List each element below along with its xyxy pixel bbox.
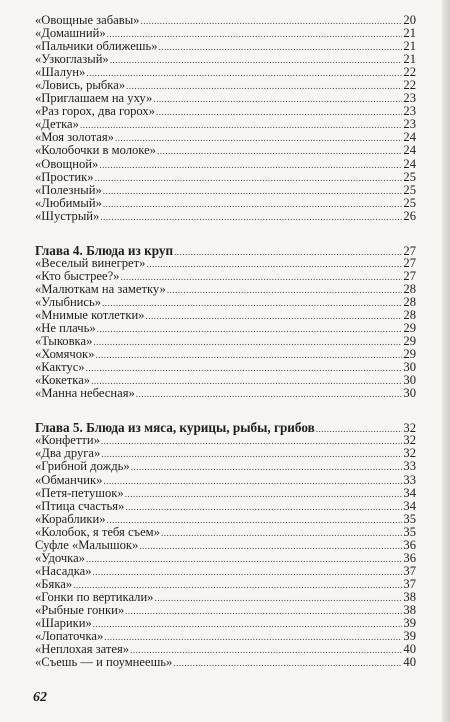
entry-title: «Домашний»: [35, 26, 106, 41]
entry-page-number: 21: [403, 52, 416, 67]
entry-page-number: 24: [403, 130, 416, 145]
entry-title: «Обманчик»: [35, 472, 103, 487]
entry-page-number: 23: [403, 104, 416, 119]
toc-entry: [35, 591, 416, 604]
entry-page-number: 30: [403, 386, 416, 401]
entry-title: «Ловись, рыбка»: [35, 78, 126, 93]
entry-title: «Манна небесная»: [35, 386, 135, 401]
entry-title: «Овощной»: [35, 156, 99, 171]
toc-entry: [35, 361, 416, 374]
dot-leader: [154, 592, 402, 605]
entry-title: «Шалун»: [35, 65, 86, 80]
entry-title: «Удочка»: [35, 550, 85, 565]
page-number: 62: [33, 690, 47, 705]
entry-page-number: 24: [403, 156, 416, 171]
entry-page-number: 32: [403, 433, 416, 448]
entry-title: «Тыковка»: [35, 334, 93, 349]
dot-leader: [93, 618, 402, 631]
toc-entry: [35, 387, 416, 400]
dot-leader: [161, 527, 402, 540]
entry-page-number: 25: [403, 182, 416, 197]
entry-title: «Петя-петушок»: [35, 485, 124, 500]
entry-page-number: 26: [403, 208, 416, 223]
entry-page-number: 27: [403, 255, 416, 270]
toc-entry: [35, 144, 416, 157]
entry-page-number: 25: [403, 195, 416, 210]
entry-page-number: 25: [403, 169, 416, 184]
entry-title: «Птица счастья»: [35, 498, 125, 513]
section-gap: [35, 400, 416, 421]
dot-leader: [125, 488, 402, 501]
entry-page-number: 29: [403, 347, 416, 362]
toc-entry: [35, 604, 416, 617]
dot-leader: [157, 145, 402, 158]
dot-leader: [126, 80, 402, 93]
entry-page-number: 34: [403, 498, 416, 513]
dot-leader: [91, 375, 402, 388]
entry-page-number: 40: [403, 655, 416, 670]
page-edge: [442, 0, 450, 722]
entry-title: «Не плачь»: [35, 321, 96, 336]
entry-page-number: 36: [403, 537, 416, 552]
dot-leader: [80, 119, 402, 132]
entry-page-number: 21: [403, 26, 416, 41]
entry-title: «Кто быстрее?»: [35, 268, 120, 283]
entry-title: «Рыбные гонки»: [35, 602, 125, 617]
entry-page-number: 20: [403, 13, 416, 27]
entry-title: «Съешь — и поумнеешь»: [35, 655, 173, 670]
toc-entry: [35, 578, 416, 591]
entry-page-number: 28: [403, 307, 416, 322]
entry-page-number: 30: [403, 360, 416, 375]
entry-title: «Полезный»: [35, 182, 102, 197]
entry-title: «Раз горох, два горох»: [35, 104, 155, 119]
toc-entry: [35, 270, 416, 283]
toc-entry: [35, 197, 416, 210]
entry-title: «Кокетка»: [35, 373, 91, 388]
entry-title: «Овощные забавы»: [35, 13, 140, 27]
toc-entry: [35, 210, 416, 223]
entry-page-number: 27: [403, 243, 416, 258]
entry-page-number: 28: [403, 281, 416, 296]
entry-page-number: 29: [403, 334, 416, 349]
entry-page-number: 32: [403, 446, 416, 461]
dot-leader: [145, 310, 402, 323]
dot-leader: [115, 132, 402, 145]
entry-title: «Шустрый»: [35, 208, 100, 223]
dot-leader: [159, 41, 402, 54]
dot-leader: [110, 54, 402, 67]
entry-title: «Грибной дождь»: [35, 459, 130, 474]
entry-page-number: 35: [403, 511, 416, 526]
entry-page-number: 30: [403, 373, 416, 388]
dot-leader: [136, 388, 402, 401]
entry-page-number: 34: [403, 485, 416, 500]
entry-title: «Простик»: [35, 169, 94, 184]
entry-title: «Шарики»: [35, 616, 92, 631]
dot-leader: [100, 211, 402, 224]
dot-leader: [104, 631, 402, 644]
dot-leader: [153, 93, 402, 106]
entry-page-number: 39: [403, 616, 416, 631]
entry-title: «Колобок, я тебя съем»: [35, 524, 160, 539]
entry-title: «Кактус»: [35, 360, 85, 375]
entry-title: «Улыбнись»: [35, 294, 102, 309]
entry-page-number: 29: [403, 321, 416, 336]
toc-entry: [35, 656, 416, 669]
dot-leader: [139, 540, 402, 553]
entry-title: «Неплохая затея»: [35, 642, 130, 657]
entry-title: «Веселый винегрет»: [35, 255, 146, 270]
toc-entry: [35, 322, 416, 335]
entry-title: «Бяка»: [35, 576, 73, 591]
entry-page-number: 38: [403, 602, 416, 617]
entry-page-number: 35: [403, 524, 416, 539]
entry-page-number: 36: [403, 550, 416, 565]
entry-title: «Любимый»: [35, 195, 102, 210]
entry-title: «Мнимые котлетки»: [35, 307, 145, 322]
entry-page-number: 33: [403, 459, 416, 474]
dot-leader: [95, 172, 402, 185]
entry-title: «Гонки по вертикали»: [35, 589, 154, 604]
entry-page-number: 24: [403, 143, 416, 158]
chapter-title: Глава 4. Блюда из круп: [35, 242, 174, 258]
dot-leader: [125, 605, 402, 618]
toc-entry: [35, 105, 416, 118]
entry-page-number: 28: [403, 294, 416, 309]
dot-leader: [125, 501, 402, 514]
dot-leader: [97, 323, 402, 336]
dot-leader: [173, 657, 402, 670]
entry-page-number: 37: [403, 576, 416, 591]
toc-entry: [35, 552, 416, 565]
toc-entry: [35, 158, 416, 171]
dot-leader: [93, 336, 402, 349]
entry-page-number: 33: [403, 472, 416, 487]
entry-page-number: 37: [403, 563, 416, 578]
dot-leader: [103, 475, 402, 488]
entry-page-number: 22: [403, 65, 416, 80]
entry-title: «Детка»: [35, 117, 79, 132]
entry-title: «Кораблики»: [35, 511, 106, 526]
toc-entry: [35, 526, 416, 539]
dot-leader: [103, 198, 402, 211]
dot-leader: [146, 258, 402, 271]
toc-entry: [35, 53, 416, 66]
toc-entry: [35, 184, 416, 197]
entry-page-number: 22: [403, 78, 416, 93]
dot-leader: [103, 185, 402, 198]
entry-title: «Насадка»: [35, 563, 92, 578]
dot-leader: [102, 297, 402, 310]
entry-title: «Конфетти»: [35, 433, 100, 448]
toc-entry: [35, 487, 416, 500]
dot-leader: [86, 67, 402, 80]
toc-entry: [35, 460, 416, 473]
entry-title: «Малюткам на заметку»: [35, 281, 166, 296]
toc-entry: [35, 513, 416, 526]
dot-leader: [101, 435, 402, 448]
dot-leader: [99, 159, 402, 172]
dot-leader: [95, 349, 402, 362]
entry-title: «Два друга»: [35, 446, 101, 461]
entry-page-number: 23: [403, 117, 416, 132]
entry-page-number: 39: [403, 629, 416, 644]
entry-page-number: 40: [403, 642, 416, 657]
chapter-title: Глава 5. Блюда из мяса, курицы, рыбы, грибов: [35, 420, 315, 436]
dot-leader: [93, 566, 402, 579]
toc-entry: [35, 171, 416, 184]
entry-page-number: 38: [403, 589, 416, 604]
dot-leader: [86, 362, 402, 375]
entry-title: «Приглашаем на уху»: [35, 91, 153, 106]
toc-entry: [35, 348, 416, 361]
dot-leader: [131, 461, 402, 474]
dot-leader: [86, 553, 402, 566]
entry-title: «Лопаточка»: [35, 629, 104, 644]
dot-leader: [101, 448, 402, 461]
entry-page-number: 27: [403, 268, 416, 283]
toc-entry: [35, 283, 416, 296]
entry-title: «Узкоглазый»: [35, 52, 109, 67]
toc-entry: [35, 565, 416, 578]
toc-entry: [35, 500, 416, 513]
toc-entry: [35, 474, 416, 487]
chapter-heading: [35, 244, 416, 257]
toc-entry: [35, 257, 416, 270]
entry-title: «Колобочки в молоке»: [35, 143, 156, 158]
entry-title: Суфле «Малышок»: [35, 537, 139, 552]
entry-page-number: 23: [403, 91, 416, 106]
toc-entry: [35, 539, 416, 552]
dot-leader: [140, 15, 402, 28]
section-gap: [35, 223, 416, 244]
table-of-contents: [35, 14, 416, 669]
dot-leader: [167, 284, 402, 297]
dot-leader: [156, 106, 402, 119]
entry-title: «Пальчики оближешь»: [35, 39, 158, 54]
entry-title: «Моя золотая»: [35, 130, 114, 145]
entry-page-number: 32: [403, 421, 416, 436]
entry-title: «Хомячок»: [35, 347, 95, 362]
entry-page-number: 21: [403, 39, 416, 54]
